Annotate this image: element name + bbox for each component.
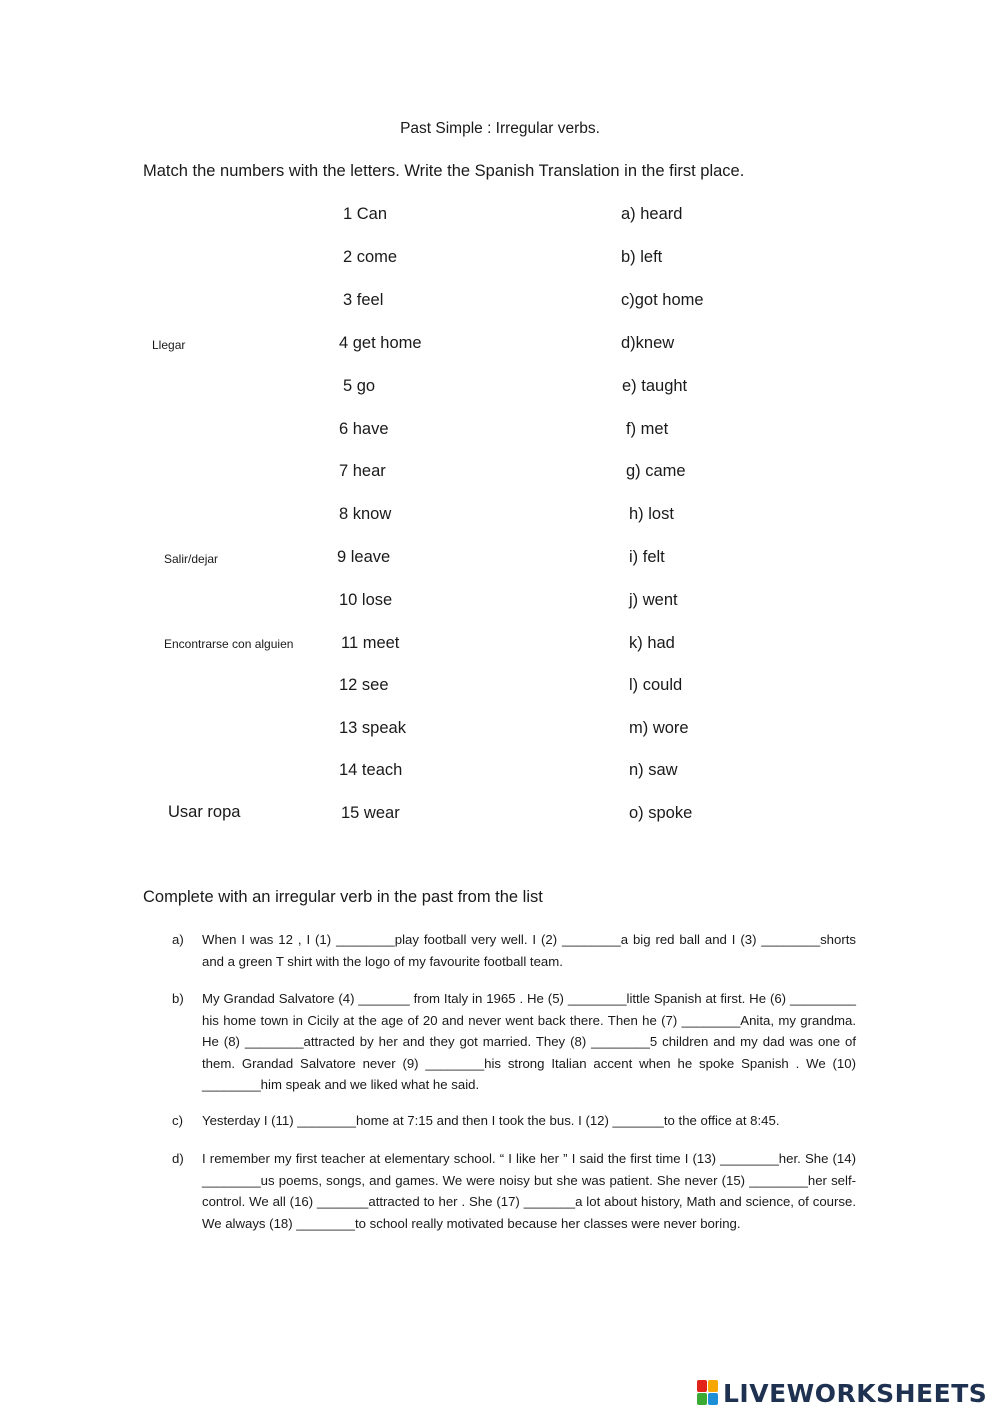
- exercise-a: [172, 929, 856, 972]
- exercise-b: [172, 988, 856, 1096]
- past-form-item: i) felt: [629, 548, 665, 566]
- translation-llegar: Llegar: [152, 338, 186, 352]
- translation-encontrarse: Encontrarse con alguien: [164, 637, 294, 651]
- verb-item: 12 see: [339, 676, 389, 694]
- liveworksheets-logo[interactable]: [697, 1377, 987, 1409]
- page-title: Past Simple : Irregular verbs.: [400, 120, 600, 137]
- liveworksheets-logo-icon: [697, 1380, 719, 1406]
- verb-item: 13 speak: [339, 719, 406, 737]
- verb-item: 8 know: [339, 505, 392, 523]
- verb-item: 14 teach: [339, 761, 403, 779]
- exercise-text: My Grandad Salvatore (4) _______ from Italy in 1965 . He (5) ________little Spanish at first. He (6) _________ his home town in Cicily at the age of 20 and never went back there. Then he (7) ________Anita, my grandma. He (8) ________attracted by her and they got married. They (8) ________5 children and my dad was one of them. Grandad Salvatore never (9) ________his strong Italian accent when he spoke Spanish . We (10) ________him speak and we liked what he said.: [202, 991, 856, 1092]
- verb-item: 15 wear: [341, 804, 400, 822]
- past-form-item: m) wore: [629, 719, 689, 737]
- past-form-item: j) went: [629, 591, 678, 609]
- verb-item: 11 meet: [341, 634, 400, 652]
- verb-item: 10 lose: [339, 591, 393, 609]
- logo-text: LIVEWORKSHEETS: [723, 1378, 988, 1408]
- exercise-text: When I was 12 , I (1) ________play football very well. I (2) ________a big red ball and I (3) ________shorts and a green T shirt with the logo of my favourite football team.: [202, 932, 856, 969]
- instruction: Match the numbers with the letters. Write the Spanish Translation in the first place.: [143, 162, 745, 180]
- exercise-label: d): [172, 1151, 184, 1166]
- verb-item: 7 hear: [339, 462, 386, 480]
- past-form-item: l) could: [629, 676, 683, 694]
- translation-usar-ropa: Usar ropa: [168, 803, 241, 821]
- past-form-item: k) had: [629, 634, 675, 652]
- verb-item: 4 get home: [339, 334, 422, 352]
- past-form-item: g) came: [626, 462, 686, 480]
- exercise-text: I remember my first teacher at elementary school. “ I like her ” I said the first time I (13) ________her. She (14) ________us poems, songs, and games. We were noisy but she was patient. She never (15) ________her self-control. We all (16) _______attracted to her . She (17) _______a lot about history, Math and science, of course. We always (18) ________to school really motivated because her classes were never boring.: [202, 1151, 856, 1231]
- verb-item: 2 come: [343, 248, 398, 266]
- verb-item: 9 leave: [337, 548, 391, 566]
- past-form-item: a) heard: [621, 205, 683, 223]
- past-form-item: c)got home: [621, 291, 704, 309]
- exercise-label: b): [172, 991, 184, 1006]
- past-form-item: o) spoke: [629, 804, 693, 822]
- exercise-label: c): [172, 1113, 183, 1128]
- past-form-item: n) saw: [629, 761, 678, 779]
- past-form-item: b) left: [621, 248, 663, 266]
- translation-salir-dejar: Salir/dejar: [164, 552, 219, 566]
- verb-item: 3 feel: [343, 291, 384, 309]
- past-form-item: f) met: [626, 420, 669, 438]
- past-form-item: e) taught: [622, 377, 688, 395]
- exercise-d: [172, 1148, 856, 1234]
- past-form-item: h) lost: [629, 505, 674, 523]
- past-form-item: d)knew: [621, 334, 675, 352]
- verb-item: 1 Can: [343, 205, 388, 223]
- verb-item: 5 go: [343, 377, 376, 395]
- section-heading: Complete with an irregular verb in the past from the list: [143, 888, 543, 906]
- exercise-c: [172, 1110, 856, 1132]
- exercise-label: a): [172, 932, 184, 947]
- verb-item: 6 have: [339, 420, 389, 438]
- exercise-text: Yesterday I (11) ________home at 7:15 and then I took the bus. I (12) _______to the office at 8:45.: [202, 1113, 780, 1128]
